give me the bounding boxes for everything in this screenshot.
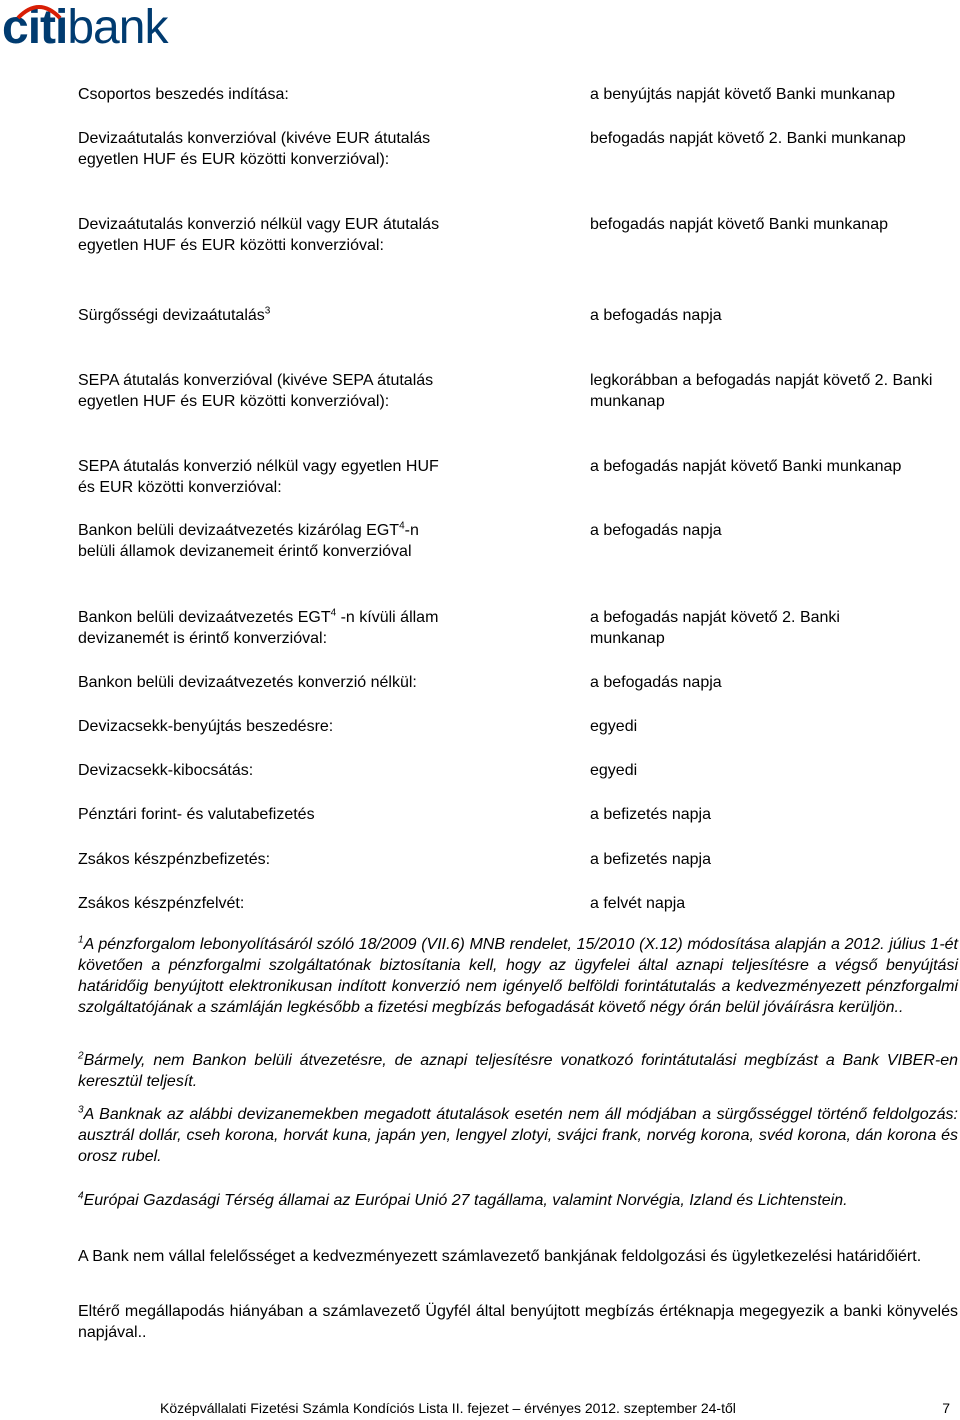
citibank-logo <box>2 0 167 54</box>
footnote <box>78 1050 958 1092</box>
footnote-text: A Banknak az alábbi devizanemekben megadott átutalások esetén nem áll módjában a sürgősséggel történő feldolgozás: ausztrál dollár, cseh korona, horvát kuna, japán yen, lengyel zlotyi, svájci frank, norvég korona, svéd korona, dán korona és orosz rubel. <box>78 1106 958 1165</box>
row-value: a felvét napja <box>590 895 686 912</box>
row-value: befogadás napját követő 2. Banki munkanap <box>590 130 906 147</box>
row-value: egyedi <box>590 718 638 735</box>
row-label: SEPA átutalás konverzió nélkül vagy egyetlen HUF és EUR közötti konverzióval: <box>78 458 439 496</box>
row-label-text: -n kívüli állam devizanemét is érintő konverzióval: <box>78 609 439 647</box>
page-number: 7 <box>942 1400 950 1416</box>
row-label-text: Bankon belüli devizaátvezetés kizárólag EGT <box>78 522 400 539</box>
footnote-ref: 4 <box>399 520 405 532</box>
row-label: Devizacsekk-kibocsátás: <box>78 762 254 779</box>
row-value: a befizetés napja <box>590 806 711 823</box>
row-value: a befizetés napja <box>590 851 711 868</box>
footnote <box>78 1190 958 1211</box>
row-value: a befogadás napja <box>590 522 722 539</box>
row-value: a befogadás napját követő 2. Banki munkanap <box>590 609 840 647</box>
footnote-text: Európai Gazdasági Térség államai az Európai Unió 27 tagállama, valamint Norvégia, Izland és Lichtenstein. <box>83 1192 848 1209</box>
row-label: Devizaátutalás konverzióval (kivéve EUR átutalás egyetlen HUF és EUR közötti konverzióval): <box>78 130 431 168</box>
footnote-ref: 4 <box>330 607 337 619</box>
disclaimer: Eltérő megállapodás hiányában a számlavezető Ügyfél által benyújtott megbízás értéknapja megegyezik a banki könyvelés napjával.. <box>78 1303 958 1341</box>
row-label <box>78 607 458 649</box>
row-label: Zsákos készpénzbefizetés: <box>78 851 271 868</box>
footnote-ref: 3 <box>264 305 271 317</box>
row-value: a befogadás napja <box>590 307 722 324</box>
footnote-number: 1 <box>78 934 84 946</box>
footnote-number: 2 <box>78 1050 84 1062</box>
footnote-text: A pénzforgalom lebonyolításáról szóló 18/2009 (VII.6) MNB rendelet, 15/2010 (X.12) módosítása alapján a 2012. július 1-ét követően a pénzforgalmi szolgáltatónak biztosítania kell, hogy az ügyfelei által aznapi teljesítésre a végső benyújtási határidőig benyújtott elektronikusan indított konverzió nem igényelő belföldi forintátutalás a kedvezményezett pénzforgalmi szolgáltatójának a számláján legkésőbb a fizetési megbízás befogadását követő négy órán belül jóváírásra kerüljön.. <box>78 936 958 1016</box>
row-value: a befogadás napját követő Banki munkanap <box>590 458 902 475</box>
footnote-number: 3 <box>78 1104 84 1116</box>
row-label: SEPA átutalás konverzióval (kivéve SEPA átutalás egyetlen HUF és EUR közötti konverzióval): <box>78 372 434 410</box>
row-label: Zsákos készpénzfelvét: <box>78 895 245 912</box>
row-label-text: Sürgősségi devizaátutalás <box>78 307 265 324</box>
row-value: a befogadás napja <box>590 674 722 691</box>
row-label: Pénztári forint- és valutabefizetés <box>78 806 315 823</box>
footer-text: Középvállalati Fizetési Számla Kondíciós Lista II. fejezet – érvényes 2012. szeptember 24-től <box>160 1400 736 1416</box>
logo-citi: citi <box>2 1 68 54</box>
citi-arc-icon <box>16 2 62 20</box>
footnote-text: Bármely, nem Bankon belüli átvezetésre, de aznapi teljesítésre vonatkozó forintátutalási megbízást a Bank VIBER-en keresztül teljesít. <box>78 1052 958 1090</box>
row-label: Devizacsekk-benyújtás beszedésre: <box>78 718 334 735</box>
row-label: Bankon belüli devizaátvezetés konverzió nélkül: <box>78 674 417 691</box>
row-label-text: -n belüli államok devizanemeit érintő konverzióval <box>78 522 419 560</box>
row-value: legkorábban a befogadás napját követő 2. Banki munkanap <box>590 372 933 410</box>
row-value: befogadás napját követő Banki munkanap <box>590 216 888 233</box>
footnote <box>78 1104 958 1167</box>
disclaimer: A Bank nem vállal felelősséget a kedvezményezett számlavezető bankjának feldolgozási és ügyletkezelési határidőiért. <box>78 1248 922 1265</box>
row-value: egyedi <box>590 762 638 779</box>
row-label <box>78 305 458 326</box>
row-value: a benyújtás napját követő Banki munkanap <box>590 86 896 103</box>
row-label: Csoportos beszedés indítása: <box>78 86 289 103</box>
footnote <box>78 934 958 1018</box>
row-label-text: Bankon belüli devizaátvezetés EGT <box>78 609 331 626</box>
logo-bank: bank <box>67 1 168 54</box>
row-label <box>78 520 458 562</box>
row-label: Devizaátutalás konverzió nélkül vagy EUR átutalás egyetlen HUF és EUR közötti konverzióval: <box>78 216 440 254</box>
footnote-number: 4 <box>78 1190 84 1202</box>
